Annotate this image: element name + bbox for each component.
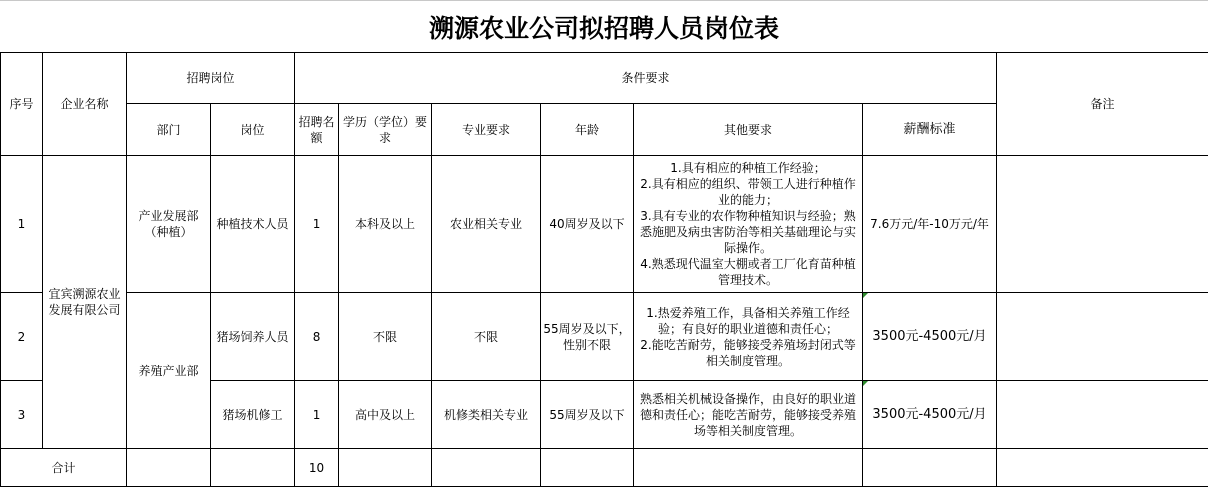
header-conditions-group: 条件要求 bbox=[295, 53, 997, 104]
header-count: 招聘名额 bbox=[295, 104, 339, 156]
header-seq: 序号 bbox=[1, 53, 43, 156]
cell-count: 1 bbox=[295, 381, 339, 449]
cell-seq: 1 bbox=[1, 156, 43, 293]
cell-salary: 3500元-4500元/月 bbox=[863, 381, 997, 449]
page-title: 溯源农业公司拟招聘人员岗位表 bbox=[0, 0, 1208, 52]
header-company: 企业名称 bbox=[43, 53, 127, 156]
total-empty bbox=[541, 449, 634, 487]
header-remark: 备注 bbox=[997, 53, 1208, 156]
total-label: 合计 bbox=[1, 449, 127, 487]
cell-age: 40周岁及以下 bbox=[541, 156, 634, 293]
cell-company: 宜宾溯源农业发展有限公司 bbox=[43, 156, 127, 449]
cell-post: 猪场机修工 bbox=[211, 381, 295, 449]
cell-other: 1.具有相应的种植工作经验； 2.具有相应的组织、带领工人进行种植作业的能力； 3.具有专业的农作物种植知识与经验；熟悉施肥及病虫害防治等相关基础理论与实际操作。 4.熟悉现代温室大棚或者工厂化育苗种植管理技术。 bbox=[634, 156, 863, 293]
total-empty bbox=[997, 449, 1208, 487]
table-row bbox=[1, 293, 1208, 381]
cell-dept: 产业发展部（种植） bbox=[127, 156, 211, 293]
cell-dept: 养殖产业部 bbox=[127, 293, 211, 449]
cell-remark bbox=[997, 156, 1208, 293]
cell-remark bbox=[997, 293, 1208, 381]
header-edu: 学历（学位）要求 bbox=[339, 104, 432, 156]
cell-salary: 3500元-4500元/月 bbox=[863, 293, 997, 381]
total-row bbox=[1, 449, 1208, 487]
table-row bbox=[1, 156, 1208, 293]
cell-edu: 本科及以上 bbox=[339, 156, 432, 293]
cell-major: 不限 bbox=[432, 293, 541, 381]
total-empty bbox=[211, 449, 295, 487]
total-empty bbox=[634, 449, 863, 487]
cell-count: 1 bbox=[295, 156, 339, 293]
cell-seq: 2 bbox=[1, 293, 43, 381]
cell-major: 机修类相关专业 bbox=[432, 381, 541, 449]
header-post: 岗位 bbox=[211, 104, 295, 156]
cell-edu: 高中及以上 bbox=[339, 381, 432, 449]
total-empty bbox=[863, 449, 997, 487]
cell-other: 1.热爱养殖工作，具备相关养殖工作经验；有良好的职业道德和责任心； 2.能吃苦耐劳，能够接受养殖场封闭式等相关制度管理。 bbox=[634, 293, 863, 381]
header-dept: 部门 bbox=[127, 104, 211, 156]
cell-salary: 7.6万元/年-10万元/年 bbox=[863, 156, 997, 293]
total-empty bbox=[432, 449, 541, 487]
recruitment-table bbox=[0, 52, 1208, 487]
cell-major: 农业相关专业 bbox=[432, 156, 541, 293]
cell-age: 55周岁及以下，性别不限 bbox=[541, 293, 634, 381]
cell-post: 猪场饲养人员 bbox=[211, 293, 295, 381]
cell-other: 熟悉相关机械设备操作，由良好的职业道德和责任心；能吃苦耐劳，能够接受养殖场等相关制度管理。 bbox=[634, 381, 863, 449]
cell-edu: 不限 bbox=[339, 293, 432, 381]
cell-post: 种植技术人员 bbox=[211, 156, 295, 293]
cell-seq: 3 bbox=[1, 381, 43, 449]
cell-count: 8 bbox=[295, 293, 339, 381]
header-salary: 薪酬标准 bbox=[863, 104, 997, 156]
header-other: 其他要求 bbox=[634, 104, 863, 156]
header-major: 专业要求 bbox=[432, 104, 541, 156]
header-age: 年龄 bbox=[541, 104, 634, 156]
header-positions-group: 招聘岗位 bbox=[127, 53, 295, 104]
cell-age: 55周岁及以下 bbox=[541, 381, 634, 449]
cell-remark bbox=[997, 381, 1208, 449]
total-empty bbox=[127, 449, 211, 487]
total-count: 10 bbox=[295, 449, 339, 487]
total-empty bbox=[339, 449, 432, 487]
